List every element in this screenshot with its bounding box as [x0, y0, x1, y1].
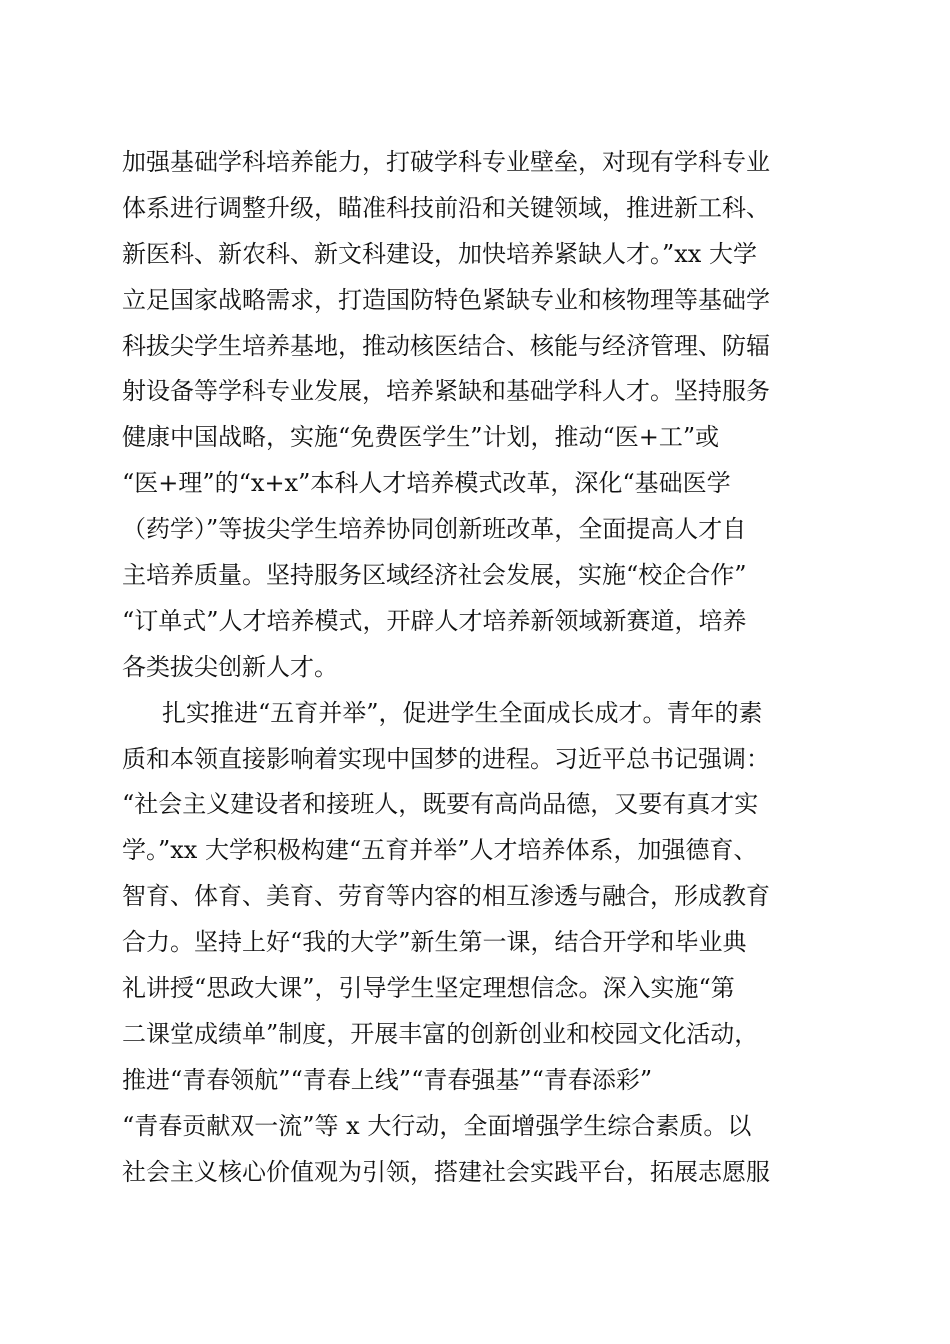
text-line: 加强基础学科培养能力，打破学科专业壁垒，对现有学科专业	[122, 148, 770, 176]
text-line: 社会主义核心价值观为引领，搭建社会实践平台，拓展志愿服	[122, 1157, 770, 1186]
body-text	[122, 140, 842, 1195]
text-line: 智育、体育、美育、劳育等内容的相互渗透与融合，形成教育	[122, 882, 770, 911]
text-line: 射设备等学科专业发展，培养紧缺和基础学科人才。坚持服务	[122, 377, 770, 406]
text-line: 质和本领直接影响着实现中国梦的进程。习近平总书记强调：	[122, 744, 770, 773]
text-line: “青春贡献双一流”等 x 大行动，全面增强学生综合素质。以	[122, 1111, 752, 1140]
paragraph-first-line: 扎实推进“五育并举”，促进学生全面成长成才。青年的素	[162, 698, 763, 727]
text-line: 科拔尖学生培养基地，推动核医结合、核能与经济管理、防辐	[122, 331, 770, 360]
text-line: 立足国家战略需求，打造国防特色紧缺专业和核物理等基础学	[122, 285, 770, 314]
text-line: 各类拔尖创新人才。	[122, 652, 338, 681]
text-line: 合力。坚持上好“我的大学”新生第一课，结合开学和毕业典	[122, 928, 747, 957]
text-line: （药学）”等拔尖学生培养协同创新班改革，全面提高人才自	[122, 515, 747, 544]
text-line: 体系进行调整升级，瞄准科技前沿和关键领域，推进新工科、	[122, 193, 770, 222]
text-line: 主培养质量。坚持服务区域经济社会发展，实施“校企合作”	[122, 561, 747, 590]
text-line: 礼讲授“思政大课”，引导学生坚定理想信念。深入实施“第	[122, 974, 735, 1003]
text-line: “订单式”人才培养模式，开辟人才培养新领域新赛道，培养	[122, 606, 747, 635]
text-line: 健康中国战略，实施“免费医学生”计划，推动“医+工”或	[122, 423, 720, 452]
text-line: “医+理”的“x+x”本科人才培养模式改革，深化“基础医学	[122, 469, 731, 498]
text-line: “社会主义建设者和接班人，既要有高尚品德，又要有真才实	[122, 790, 759, 819]
text-line: 新医科、新农科、新文科建设，加快培养紧缺人才。”xx 大学	[122, 239, 757, 268]
text-line: 二课堂成绩单”制度，开展丰富的创新创业和校园文化活动，	[122, 1019, 759, 1048]
text-line: 推进“青春领航”“青春上线”“青春强基”“青春添彩”	[122, 1065, 653, 1094]
text-line: 学。”xx 大学积极构建“五育并举”人才培养体系，加强德育、	[122, 836, 758, 865]
